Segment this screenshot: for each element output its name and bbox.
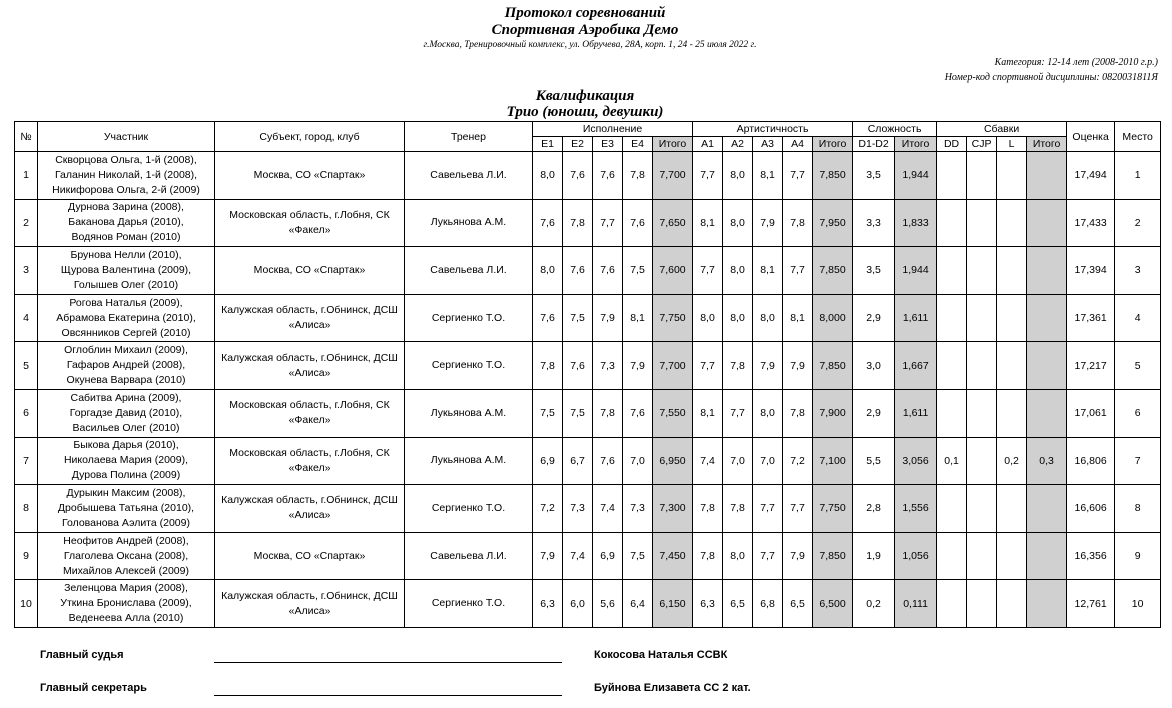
place-cell: 7	[1115, 437, 1161, 485]
score-итого: 1,944	[895, 152, 937, 200]
score-итого: 7,950	[813, 199, 853, 247]
row-number: 9	[15, 532, 38, 580]
score-cjp	[967, 247, 997, 295]
score-d1-d2: 0,2	[853, 580, 895, 628]
score-итого: 6,500	[813, 580, 853, 628]
place-cell: 6	[1115, 389, 1161, 437]
score-d1-d2: 3,0	[853, 342, 895, 390]
score-d1-d2: 5,5	[853, 437, 895, 485]
total-score-cell: 17,494	[1067, 152, 1115, 200]
subcol-a1: A1	[693, 137, 723, 152]
score-итого: 3,056	[895, 437, 937, 485]
score-d1-d2: 3,5	[853, 152, 895, 200]
score-итого: 6,150	[653, 580, 693, 628]
score-a3: 6,8	[753, 580, 783, 628]
score-dd	[937, 580, 967, 628]
col-place: Место	[1115, 122, 1161, 152]
score-итого	[1027, 342, 1067, 390]
subcol-итого: Итого	[895, 137, 937, 152]
col-participant: Участник	[38, 122, 215, 152]
score-e3: 7,6	[593, 437, 623, 485]
subcol-a2: A2	[723, 137, 753, 152]
score-e2: 7,5	[563, 294, 593, 342]
coach-cell: Сергиенко Т.О.	[405, 485, 533, 533]
score-cjp	[967, 437, 997, 485]
score-итого	[1027, 532, 1067, 580]
col-deductions: Сбавки	[937, 122, 1067, 137]
table-row	[15, 485, 1161, 533]
score-e3: 7,3	[593, 342, 623, 390]
table-row	[15, 294, 1161, 342]
score-e2: 7,5	[563, 389, 593, 437]
score-итого: 1,056	[895, 532, 937, 580]
score-e4: 8,1	[623, 294, 653, 342]
score-l	[997, 342, 1027, 390]
score-a1: 8,1	[693, 199, 723, 247]
score-e2: 7,4	[563, 532, 593, 580]
total-score-cell: 17,361	[1067, 294, 1115, 342]
score-l	[997, 532, 1027, 580]
score-итого: 0,3	[1027, 437, 1067, 485]
stage-title: Квалификация	[535, 88, 635, 104]
score-l	[997, 247, 1027, 295]
table-row	[15, 389, 1161, 437]
total-score-cell: 17,394	[1067, 247, 1115, 295]
score-cjp	[967, 152, 997, 200]
score-a2: 8,0	[723, 199, 753, 247]
score-d1-d2: 2,9	[853, 389, 895, 437]
score-a1: 6,3	[693, 580, 723, 628]
score-a1: 7,7	[693, 247, 723, 295]
score-e2: 7,6	[563, 342, 593, 390]
row-number: 2	[15, 199, 38, 247]
row-number: 1	[15, 152, 38, 200]
score-a4: 7,9	[783, 532, 813, 580]
score-итого: 7,700	[653, 152, 693, 200]
club-cell: Калужская область, г.Обнинск, ДСШ «Алиса»	[215, 294, 405, 342]
score-a3: 7,7	[753, 532, 783, 580]
score-e1: 7,2	[533, 485, 563, 533]
score-итого: 7,100	[813, 437, 853, 485]
score-a4: 7,8	[783, 389, 813, 437]
score-e1: 7,9	[533, 532, 563, 580]
coach-cell: Лукьянова А.М.	[405, 199, 533, 247]
score-l	[997, 485, 1027, 533]
participants-cell: Дурнова Зарина (2008), Баканова Дарья (2010), Водянов Роман (2010)	[38, 199, 215, 247]
score-e1: 7,5	[533, 389, 563, 437]
score-e1: 7,6	[533, 199, 563, 247]
coach-cell: Савельева Л.И.	[405, 247, 533, 295]
score-e4: 7,3	[623, 485, 653, 533]
score-cjp	[967, 199, 997, 247]
col-num: №	[15, 122, 38, 152]
subcol-итого: Итого	[653, 137, 693, 152]
score-a3: 7,9	[753, 342, 783, 390]
row-number: 6	[15, 389, 38, 437]
table-row	[15, 532, 1161, 580]
score-l	[997, 152, 1027, 200]
score-a3: 8,1	[753, 152, 783, 200]
subcol-итого: Итого	[813, 137, 853, 152]
subcol-l: L	[997, 137, 1027, 152]
score-e3: 7,4	[593, 485, 623, 533]
score-d1-d2: 3,5	[853, 247, 895, 295]
place-cell: 8	[1115, 485, 1161, 533]
col-score: Оценка	[1067, 122, 1115, 152]
score-d1-d2: 2,8	[853, 485, 895, 533]
score-e2: 7,6	[563, 152, 593, 200]
score-a3: 8,1	[753, 247, 783, 295]
participants-cell: Дурыкин Максим (2008), Дробышева Татьяна (2010), Голованова Аэлита (2009)	[38, 485, 215, 533]
participants-cell: Быкова Дарья (2010), Николаева Мария (2009), Дурова Полина (2009)	[38, 437, 215, 485]
score-cjp	[967, 342, 997, 390]
col-difficulty: Сложность	[853, 122, 937, 137]
score-e4: 7,8	[623, 152, 653, 200]
score-dd	[937, 485, 967, 533]
score-итого	[1027, 294, 1067, 342]
chief-secretary-signature-line	[214, 695, 562, 696]
score-итого: 7,650	[653, 199, 693, 247]
table-row	[15, 152, 1161, 200]
venue-date: г.Москва, Тренировочный комплекс, ул. Обручева, 28А, корп. 1, 24 - 25 июля 2022 г.	[423, 40, 757, 50]
score-a1: 7,8	[693, 485, 723, 533]
score-a1: 7,7	[693, 152, 723, 200]
club-cell: Калужская область, г.Обнинск, ДСШ «Алиса»	[215, 485, 405, 533]
club-cell: Московская область, г.Лобня, СК «Факел»	[215, 199, 405, 247]
score-итого: 1,833	[895, 199, 937, 247]
results-table	[14, 121, 1161, 628]
score-итого: 8,000	[813, 294, 853, 342]
score-e1: 6,9	[533, 437, 563, 485]
coach-cell: Савельева Л.И.	[405, 532, 533, 580]
participants-cell: Зеленцова Мария (2008), Уткина Бронислава (2009), Веденеева Алла (2010)	[38, 580, 215, 628]
chief-secretary-name: Буйнова Елизавета СС 2 кат.	[594, 682, 751, 694]
chief-secretary-label: Главный секретарь	[40, 682, 147, 694]
score-a2: 8,0	[723, 152, 753, 200]
place-cell: 4	[1115, 294, 1161, 342]
score-e1: 7,6	[533, 294, 563, 342]
score-итого: 7,750	[653, 294, 693, 342]
subcol-dd: DD	[937, 137, 967, 152]
score-итого: 7,600	[653, 247, 693, 295]
score-итого: 7,850	[813, 532, 853, 580]
subcol-итого: Итого	[1027, 137, 1067, 152]
subcol-e1: E1	[533, 137, 563, 152]
score-e1: 7,8	[533, 342, 563, 390]
score-l	[997, 199, 1027, 247]
score-e3: 6,9	[593, 532, 623, 580]
score-a2: 8,0	[723, 532, 753, 580]
score-e3: 7,9	[593, 294, 623, 342]
score-a4: 7,7	[783, 485, 813, 533]
score-l	[997, 580, 1027, 628]
score-a2: 7,7	[723, 389, 753, 437]
score-a4: 7,2	[783, 437, 813, 485]
coach-cell: Лукьянова А.М.	[405, 437, 533, 485]
score-a2: 7,8	[723, 342, 753, 390]
score-итого	[1027, 199, 1067, 247]
score-l	[997, 389, 1027, 437]
score-итого: 1,667	[895, 342, 937, 390]
score-итого	[1027, 247, 1067, 295]
row-number: 8	[15, 485, 38, 533]
place-cell: 5	[1115, 342, 1161, 390]
score-e4: 7,5	[623, 532, 653, 580]
coach-cell: Лукьянова А.М.	[405, 389, 533, 437]
score-a1: 7,4	[693, 437, 723, 485]
score-dd	[937, 294, 967, 342]
score-e2: 7,3	[563, 485, 593, 533]
score-a2: 8,0	[723, 247, 753, 295]
score-e3: 7,6	[593, 247, 623, 295]
score-a4: 8,1	[783, 294, 813, 342]
score-a4: 7,8	[783, 199, 813, 247]
score-e4: 7,6	[623, 389, 653, 437]
score-e3: 7,8	[593, 389, 623, 437]
score-a2: 6,5	[723, 580, 753, 628]
score-dd	[937, 247, 967, 295]
discipline-code: Номер-код спортивной дисциплины: 0820031811Я	[944, 72, 1158, 83]
coach-cell: Сергиенко Т.О.	[405, 342, 533, 390]
participants-cell: Скворцова Ольга, 1-й (2008), Галанин Николай, 1-й (2008), Никифорова Ольга, 2-й (2009)	[38, 152, 215, 200]
subcol-a3: A3	[753, 137, 783, 152]
club-cell: Москва, СО «Спартак»	[215, 247, 405, 295]
total-score-cell: 17,217	[1067, 342, 1115, 390]
score-e4: 7,6	[623, 199, 653, 247]
score-e4: 7,5	[623, 247, 653, 295]
coach-cell: Савельева Л.И.	[405, 152, 533, 200]
score-итого: 1,556	[895, 485, 937, 533]
total-score-cell: 16,806	[1067, 437, 1115, 485]
score-итого: 1,611	[895, 389, 937, 437]
score-итого: 6,950	[653, 437, 693, 485]
place-cell: 3	[1115, 247, 1161, 295]
club-cell: Московская область, г.Лобня, СК «Факел»	[215, 389, 405, 437]
col-artistry: Артистичность	[693, 122, 853, 137]
col-club: Субъект, город, клуб	[215, 122, 405, 152]
coach-cell: Сергиенко Т.О.	[405, 580, 533, 628]
score-a1: 7,8	[693, 532, 723, 580]
score-e2: 7,8	[563, 199, 593, 247]
row-number: 4	[15, 294, 38, 342]
club-cell: Калужская область, г.Обнинск, ДСШ «Алиса»	[215, 342, 405, 390]
score-e3: 7,6	[593, 152, 623, 200]
club-cell: Москва, СО «Спартак»	[215, 532, 405, 580]
score-e4: 6,4	[623, 580, 653, 628]
score-итого: 7,850	[813, 342, 853, 390]
score-l	[997, 294, 1027, 342]
total-score-cell: 17,061	[1067, 389, 1115, 437]
score-итого	[1027, 580, 1067, 628]
score-e1: 6,3	[533, 580, 563, 628]
table-row	[15, 199, 1161, 247]
score-a4: 6,5	[783, 580, 813, 628]
score-a4: 7,7	[783, 152, 813, 200]
score-итого: 7,450	[653, 532, 693, 580]
score-dd: 0,1	[937, 437, 967, 485]
score-cjp	[967, 485, 997, 533]
score-a3: 7,7	[753, 485, 783, 533]
subcol-d1-d2: D1-D2	[853, 137, 895, 152]
chief-judge-name: Кокосова Наталья ССВК	[594, 649, 728, 661]
table-row	[15, 342, 1161, 390]
participants-cell: Оглоблин Михаил (2009), Гафаров Андрей (2008), Окунева Варвара (2010)	[38, 342, 215, 390]
total-score-cell: 16,356	[1067, 532, 1115, 580]
score-итого: 7,850	[813, 152, 853, 200]
subcol-e2: E2	[563, 137, 593, 152]
document-title: Протокол соревнований	[504, 5, 666, 21]
place-cell: 2	[1115, 199, 1161, 247]
score-e2: 7,6	[563, 247, 593, 295]
score-e4: 7,0	[623, 437, 653, 485]
participants-cell: Рогова Наталья (2009), Абрамова Екатерина (2010), Овсянников Сергей (2010)	[38, 294, 215, 342]
competition-name: Спортивная Аэробика Демо	[491, 22, 679, 38]
category: Категория: 12-14 лет (2008-2010 г.р.)	[994, 57, 1158, 68]
discipline-title: Трио (юноши, девушки)	[506, 104, 664, 120]
score-dd	[937, 532, 967, 580]
subcol-e3: E3	[593, 137, 623, 152]
score-cjp	[967, 580, 997, 628]
score-итого	[1027, 389, 1067, 437]
score-итого: 7,700	[653, 342, 693, 390]
subcol-a4: A4	[783, 137, 813, 152]
score-итого: 7,900	[813, 389, 853, 437]
score-a1: 7,7	[693, 342, 723, 390]
total-score-cell: 16,606	[1067, 485, 1115, 533]
score-итого: 1,611	[895, 294, 937, 342]
total-score-cell: 12,761	[1067, 580, 1115, 628]
score-итого	[1027, 485, 1067, 533]
row-number: 5	[15, 342, 38, 390]
score-e3: 5,6	[593, 580, 623, 628]
participants-cell: Сабитва Арина (2009), Горгадзе Давид (2010), Васильев Олег (2010)	[38, 389, 215, 437]
score-итого: 7,850	[813, 247, 853, 295]
score-итого	[1027, 152, 1067, 200]
row-number: 10	[15, 580, 38, 628]
score-a3: 8,0	[753, 389, 783, 437]
subcol-e4: E4	[623, 137, 653, 152]
place-cell: 1	[1115, 152, 1161, 200]
score-e2: 6,0	[563, 580, 593, 628]
score-итого: 0,111	[895, 580, 937, 628]
score-a1: 8,0	[693, 294, 723, 342]
score-итого: 7,300	[653, 485, 693, 533]
coach-cell: Сергиенко Т.О.	[405, 294, 533, 342]
score-a2: 7,0	[723, 437, 753, 485]
score-dd	[937, 389, 967, 437]
score-dd	[937, 342, 967, 390]
participants-cell: Неофитов Андрей (2008), Глаголева Оксана (2008), Михайлов Алексей (2009)	[38, 532, 215, 580]
score-итого: 7,750	[813, 485, 853, 533]
score-e1: 8,0	[533, 247, 563, 295]
score-cjp	[967, 294, 997, 342]
score-a2: 7,8	[723, 485, 753, 533]
score-l: 0,2	[997, 437, 1027, 485]
score-a4: 7,9	[783, 342, 813, 390]
score-итого: 1,944	[895, 247, 937, 295]
table-row	[15, 580, 1161, 628]
score-cjp	[967, 389, 997, 437]
total-score-cell: 17,433	[1067, 199, 1115, 247]
place-cell: 10	[1115, 580, 1161, 628]
row-number: 3	[15, 247, 38, 295]
chief-judge-label: Главный судья	[40, 649, 124, 661]
score-dd	[937, 199, 967, 247]
score-a1: 8,1	[693, 389, 723, 437]
subcol-cjp: CJP	[967, 137, 997, 152]
score-dd	[937, 152, 967, 200]
chief-judge-signature-line	[214, 662, 562, 663]
score-d1-d2: 3,3	[853, 199, 895, 247]
score-a3: 7,9	[753, 199, 783, 247]
score-a3: 7,0	[753, 437, 783, 485]
score-итого: 7,550	[653, 389, 693, 437]
score-a4: 7,7	[783, 247, 813, 295]
table-row	[15, 247, 1161, 295]
row-number: 7	[15, 437, 38, 485]
col-execution: Исполнение	[533, 122, 693, 137]
score-a3: 8,0	[753, 294, 783, 342]
table-row	[15, 437, 1161, 485]
score-e2: 6,7	[563, 437, 593, 485]
club-cell: Московская область, г.Лобня, СК «Факел»	[215, 437, 405, 485]
col-coach: Тренер	[405, 122, 533, 152]
header-row	[15, 122, 1161, 137]
score-e3: 7,7	[593, 199, 623, 247]
place-cell: 9	[1115, 532, 1161, 580]
score-cjp	[967, 532, 997, 580]
participants-cell: Брунова Нелли (2010), Щурова Валентина (2009), Голышев Олег (2010)	[38, 247, 215, 295]
score-d1-d2: 1,9	[853, 532, 895, 580]
club-cell: Москва, СО «Спартак»	[215, 152, 405, 200]
score-e4: 7,9	[623, 342, 653, 390]
score-d1-d2: 2,9	[853, 294, 895, 342]
score-a2: 8,0	[723, 294, 753, 342]
score-e1: 8,0	[533, 152, 563, 200]
club-cell: Калужская область, г.Обнинск, ДСШ «Алиса»	[215, 580, 405, 628]
